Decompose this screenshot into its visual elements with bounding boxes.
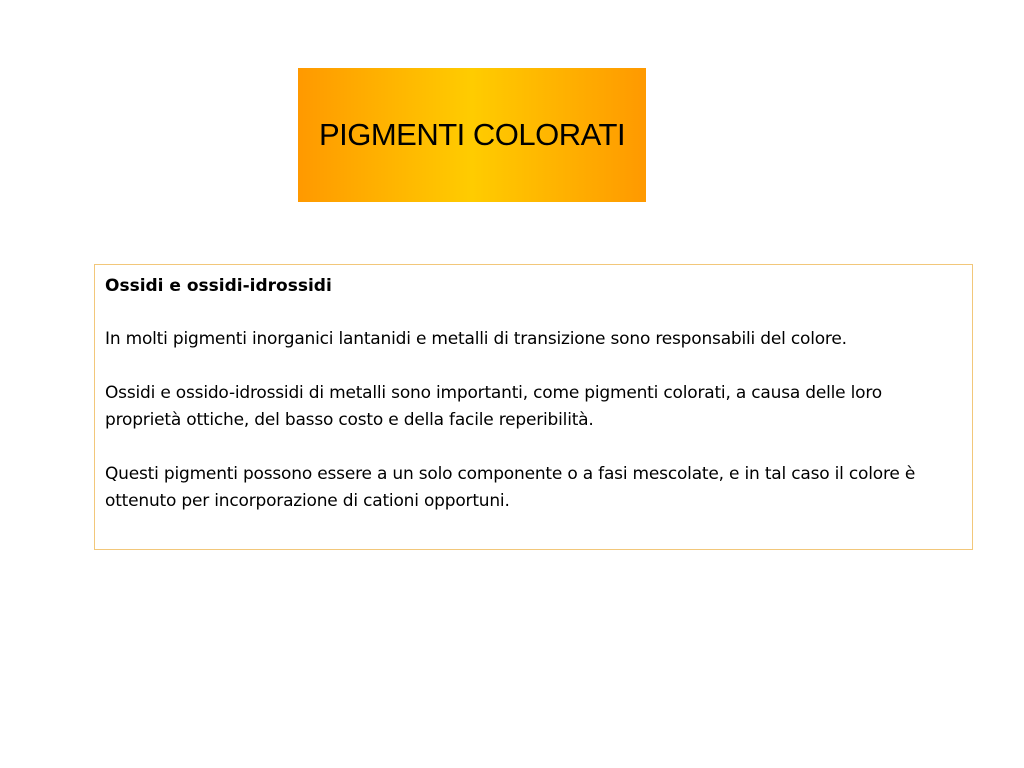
- paragraph-1: In molti pigmenti inorganici lantanidi e metalli di transizione sono responsabili del colore.: [105, 329, 847, 349]
- spacer: [105, 353, 962, 380]
- section-heading: Ossidi e ossidi-idrossidi: [105, 276, 332, 296]
- spacer: [105, 434, 962, 461]
- paragraph-2: Ossidi e ossido-idrossidi di metalli sono importanti, come pigmenti colorati, a causa delle loro proprietà ottiche, del basso costo e della facile reperibilità.: [105, 383, 882, 430]
- slide-title: PIGMENTI COLORATI: [318, 117, 626, 152]
- content-box: [94, 264, 973, 550]
- title-banner: [298, 68, 646, 202]
- spacer: [105, 299, 962, 326]
- paragraph-3: Questi pigmenti possono essere a un solo componente o a fasi mescolate, e in tal caso il colore è ottenuto per incorporazione di cationi opportuni.: [105, 464, 916, 511]
